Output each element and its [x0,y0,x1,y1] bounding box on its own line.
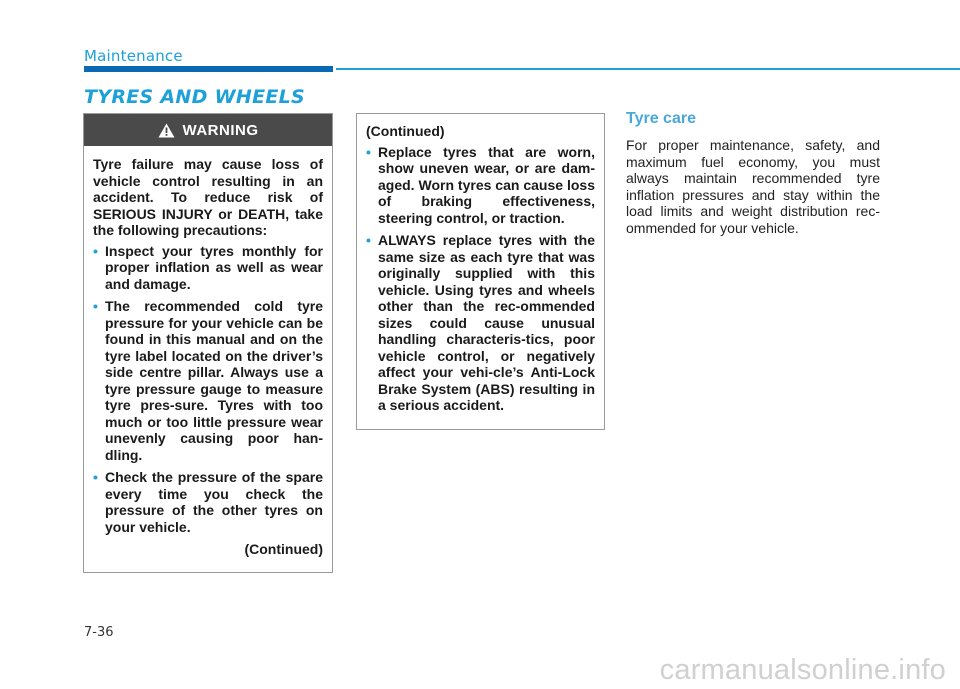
list-item: • Inspect your tyres monthly for proper inflation as well as wear and damage. [93,242,323,292]
continued-list [366,144,595,414]
list-item: • The recommended cold tyre pressure for your vehicle can be found in this manual and on the tyre label located on the driver’s side centre pillar. Always use a tyre pressure gauge to measure tyre pres-sure. Tyres with too much or too little pressure wear unevenly causing poor han-dling. [93,298,323,463]
page-title: TYRES AND WHEELS [84,86,306,108]
header-rule-light [336,68,960,70]
warning-list [93,243,323,536]
warning-body [84,146,332,564]
tyre-care-title: Tyre care [626,110,696,127]
continued-heading: (Continued) [366,123,445,139]
page-number: 7-36 [84,625,114,640]
warning-box [83,113,333,573]
bullet-icon: • [366,232,371,248]
bullet-icon: • [93,298,98,314]
bullet-icon: • [366,143,371,160]
warning-triangle-icon [158,123,175,138]
bullet-icon: • [93,469,98,485]
list-item: • Check the pressure of the spare every time you check the pressure of the other tyres on your vehicle. [93,469,323,535]
continued-body [357,114,604,426]
warning-header [84,114,332,146]
tyre-care-section [626,110,880,236]
list-item: • Replace tyres that are worn, show uneven wear, or are dam-aged. Worn tyres can cause loss of braking effectiveness, steering control, or traction. [366,143,595,226]
warning-label: WARNING [182,121,259,139]
section-label: Maintenance [84,47,183,65]
warning-intro: Tyre failure may cause loss of vehicle control resulting in an accident. To reduce risk of SERIOUS INJURY or DEATH, take the following precautions: [93,156,323,238]
warning-continued: (Continued) [244,541,323,557]
bullet-icon: • [93,242,98,259]
list-item: • ALWAYS replace tyres with the same size as each tyre that was originally supplied with this vehicle. Using tyres and wheels other than the rec-ommended sizes could cause unusual handling characteris-tics, poor vehicle control, or negatively affect your vehi-cle’s Anti-Lock Brake System (ABS) resulting in a serious accident. [366,232,595,413]
tyre-care-text: For proper maintenance, safety, and maximum fuel economy, you must always maintain recommended tyre inflation pressures and stay within the load limits and weight distribution rec-ommended for your vehicle. [626,137,880,236]
continued-box [356,113,605,430]
header-rule-dark [84,66,333,72]
watermark: carmanualsonline.info [659,654,946,686]
